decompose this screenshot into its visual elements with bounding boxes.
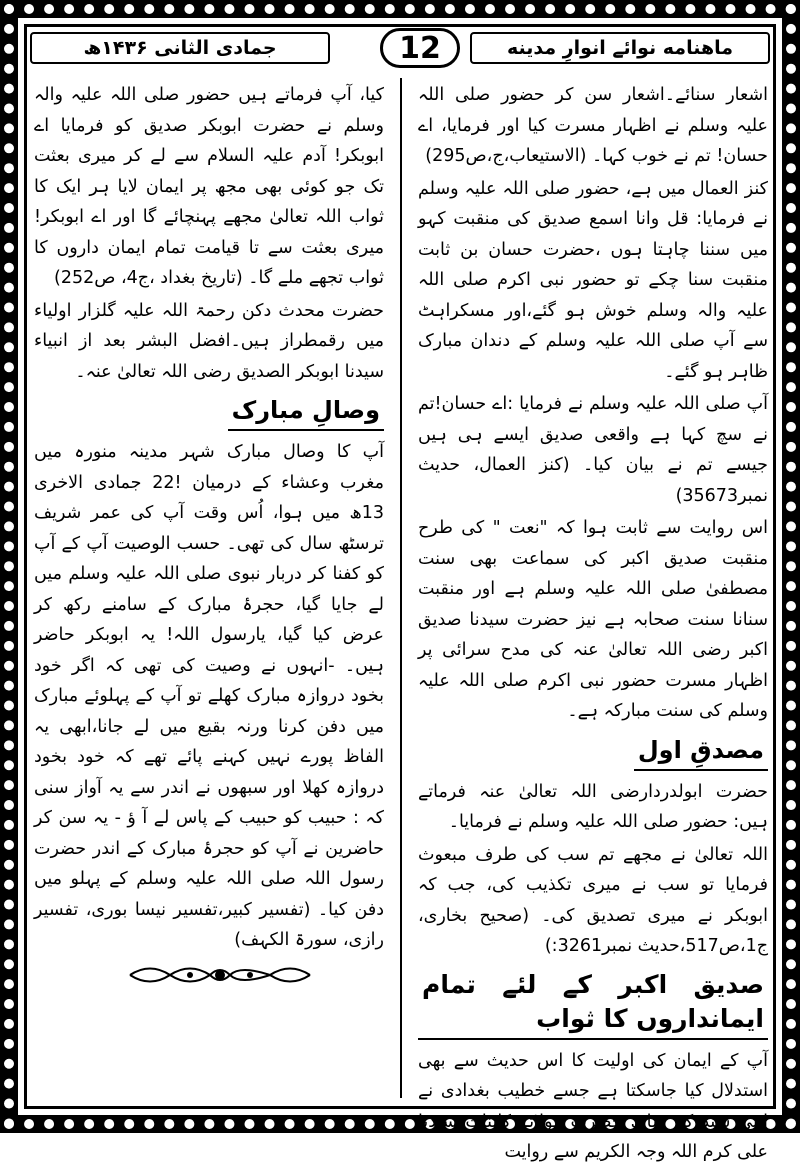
paragraph: کنز العمال میں ہے، حضور صلی اللہ علیہ وسلم نے فرمایا: قل وانا اسمع صدیق کی منقبت کہو میں سننا چاہتا ہوں ،حضرت حسان بن ثابت منقبت سنا چکے تو حضور نبی اکرم صلی اللہ علیہ والہ وسلم خوش ہو گئے،اور مسکراہٹ سے آپ صلی اللہ علیہ وسلم کے دندان مبارک ظاہر ہو گئے۔ bbox=[418, 178, 768, 382]
section-heading: وصالِ مبارک bbox=[228, 393, 384, 431]
paragraph: اللہ تعالیٰ نے مجھے تم سب کی طرف مبعوث فرمایا تو سب نے میری تکذیب کی، جب کہ ابوبکر نے میری تصدیق کی۔ (صحیح بخاری، ج1،ص517،حدیث نمبر3261:) bbox=[418, 844, 768, 956]
ornament-divider bbox=[120, 960, 320, 990]
magazine-title: ماهنامه نوائے انوارِ مدینه bbox=[470, 32, 770, 64]
section-heading: مصدقِ اول bbox=[634, 733, 768, 771]
paragraph: کیا، آپ فرماتے ہیں حضور صلی اللہ علیہ والہ وسلم نے حضرت ابوبکر صدیق کو فرمایا اے ابوبکر! آدم علیہ السلام سے لے کر میری بعثت تک جو کوئی بھی مجھ پر ایمان لایا ہر ایک کا ثواب اللہ تعالیٰ مجھے پہنچائے گا اور اے ابوبکر! میری بعثت سے تا قیامت تمام ایمان داروں کا ثواب تجھے ملے گا۔ (تاریخ بغداد ،ج4، ص252) bbox=[34, 85, 384, 288]
right-column bbox=[418, 80, 768, 1170]
page-header bbox=[30, 32, 770, 68]
paragraph: حضرت ابولدردارضی اللہ تعالیٰ عنہ فرماتے ہیں: حضور صلی اللہ علیہ وسلم نے فرمایا۔ bbox=[418, 781, 768, 832]
section-heading: صدیق اکبر کے لئے تمام ایمانداروں کا ثواب bbox=[418, 968, 768, 1040]
paragraph: اشعار سنائے۔اشعار سن کر حضور صلی اللہ علیہ وسلم نے اظہار مسرت کیا اور فرمایا، اے حسان! تم نے خوب کہا۔ (الاستیعاب،ج،ص295) bbox=[418, 85, 768, 166]
paragraph: اس روایت سے ثابت ہوا کہ "نعت " کی طرح منقبت صدیق اکبر کی سماعت بھی سنت مصطفیٰ صلی اللہ علیہ وسلم ہے اور منقبت سنانا سنت صحابہ ہے نیز حضرت سیدنا صدیق اکبر رضی اللہ تعالیٰ عنہ کی مدح سرائی پر اظہار مسرت حضور نبی اکرم صلی اللہ علیہ وسلم کی سنت مبارکہ ہے۔ bbox=[418, 518, 768, 721]
paragraph: حضرت محدث دکن رحمۃ اللہ علیہ گلزار اولیاء میں رقمطراز ہیں۔افضل البشر بعد از انبیاء سیدنا ابوبکر الصدیق رضی اللہ تعالیٰ عنہ۔ bbox=[34, 300, 384, 382]
left-column bbox=[34, 80, 384, 958]
paragraph: آپ کا وصال مبارک شہر مدینہ منورہ میں مغرب وعشاء کے درمیان !22 جمادی الاخری 13ھ میں ہوا، اُس وقت آپ کی عمر شریف ترسٹھ سال کی تھی۔ حسب الوصیت آپ کے آپ کو کفنا کر دربار نبوی صلی اللہ علیہ وسلم میں لے جایا گیا، حجرۂ مبارک کے سامنے رکھ کر عرض کیا گیا، یارسول اللہ! یہ ابوبکر حاضر ہیں۔ -انہوں نے وصیت کی تھی کہ اگر خود بخود دروازہ مبارک کھلے تو آپ کے پہلوئے مبارک میں دفن کرنا ورنہ بقیع میں لے جانا،ابھی یہ الفاظ پورے نہیں کہنے پائے تھے کہ خود بخود دروازہ کھلا اور سبھوں نے اندر سے یہ آواز سنی کہ : حبیب کو حبیب کے پاس لے آ ؤ - یہ سن کر حاضرین نے آپ کو حجرۂ مبارک کے اندر حضرت رسول اللہ صلی اللہ علیہ وسلم کے پہلو میں دفن کیا۔ (تفسیر کبیر،تفسیر نیسا بوری، تفسیر رازی، سورۃ الکہف) bbox=[34, 442, 384, 950]
paragraph: آپ صلی اللہ علیہ وسلم نے فرمایا :اے حسان!تم نے سچ کہا ہے واقعی صدیق ایسے ہی ہیں جیسے تم نے بیان کیا۔ (کنز العمال، حدیث نمبر35673) bbox=[418, 394, 768, 506]
paragraph: آپ کے ایمان کی اولیت کا اس حدیث سے بھی استدلال کیا جاسکتا ہے جسے خطیب بغدادی نے اپنی سند کے ساتھ حضرت مولائے کائنات سیدنا علی کرم اللہ وجہ الکریم سے روایت bbox=[418, 1050, 768, 1162]
page-number: 12 bbox=[380, 28, 460, 68]
column-divider bbox=[400, 78, 402, 1098]
issue-date: جمادی الثانی ۱۴۳۶ھ bbox=[30, 32, 330, 64]
